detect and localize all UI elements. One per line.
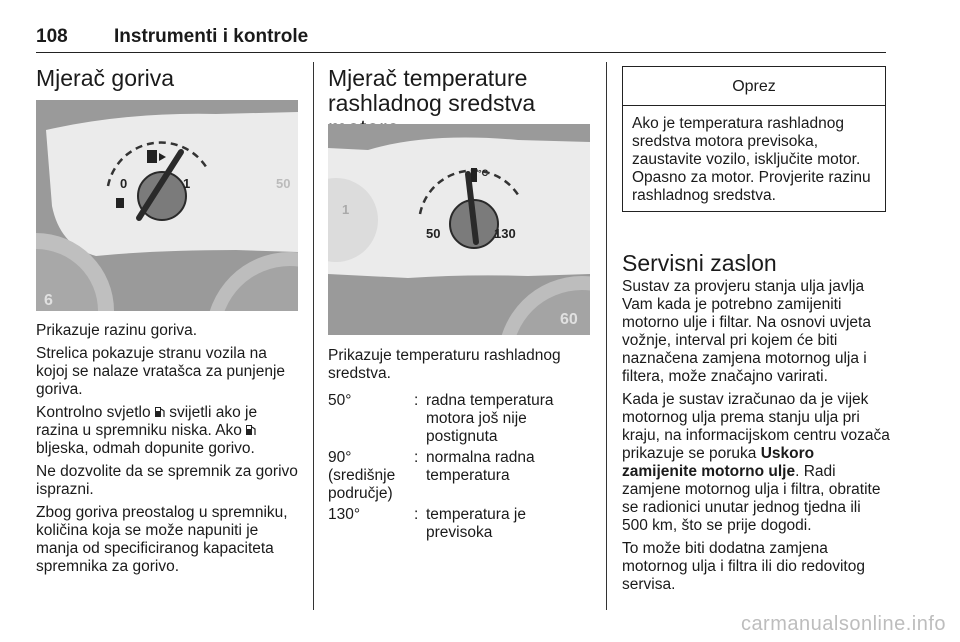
paragraph: Sustav za provjeru stanja ulja javlja Vam kada je potrebno zamijeniti motorno ulje i filtar. Na osnovi uvjeta vožnje, interval pri kojem će biti naznačena zamjena motornog ulja i filtera, može značajno varirati. <box>622 278 871 385</box>
paragraph: Zbog goriva preostalog u spremniku, količina koja se može napuniti je manja od specificiranog kapaciteta spremnika za gorivo. <box>36 504 288 575</box>
caution-title: Oprez <box>623 67 885 106</box>
temperature-table <box>328 392 600 542</box>
page-header <box>36 26 886 53</box>
caution-text: Ako je temperatura rashladnog sredstva motora previsoka, zaustavite vozilo, isključite motor. Opasno za motor. Provjerite razinu rashladnog sredstva. <box>632 115 871 204</box>
gauge-label-6: 6 <box>44 292 53 309</box>
paragraph <box>36 404 302 458</box>
column-divider <box>606 62 607 610</box>
paragraph <box>622 391 890 535</box>
gauge-label-50: 50 <box>276 176 291 191</box>
column-divider <box>313 62 314 610</box>
section-title: Servisni zaslon <box>622 250 777 276</box>
gauge-label-0: 0 <box>120 176 128 191</box>
paragraph: Ne dozvolite da se spremnik za gorivo isprazni. <box>36 463 298 498</box>
table-row <box>328 449 600 503</box>
table-row <box>328 392 600 446</box>
gauge-label-1: 1 <box>342 202 350 217</box>
section-title: Mjerač temperature rashladnog sredstva <box>328 65 536 116</box>
text-fragment: Kontrolno svjetlo <box>36 404 151 421</box>
fuel-gauge-graphic <box>36 100 298 311</box>
chapter-title: Instrumenti i kontrole <box>114 26 309 47</box>
fuel-pump-icon <box>246 424 256 436</box>
gauge-label-130: 130 <box>494 226 516 241</box>
fuel-gauge-section <box>36 66 298 91</box>
paragraph: To može biti dodatna zamjena motornog ulja i filtra ili dio redovitog servisa. <box>622 540 865 593</box>
text-fragment: svijetli ako je razina u spremniku niska. Ako <box>36 404 258 439</box>
message-text: Uskoro zamijenite motorno ulje <box>622 445 815 480</box>
coolant-gauge-graphic <box>328 124 590 335</box>
paragraph: Strelica pokazuje stranu vozila na kojoj se nalaze vratašca za punjenje goriva. <box>36 345 286 398</box>
paragraph: Prikazuje razinu goriva. <box>36 322 198 339</box>
coolant-gauge-illustration <box>328 124 590 335</box>
coolant-text <box>328 347 600 545</box>
fuel-gauge-text <box>36 322 302 581</box>
text-fragment: . Radi zamjene motornog ulja i filtra, obratite se radionici unutar jednog tjedna ili 500 km, što se prije dogodi. <box>622 463 881 534</box>
caution-box <box>622 66 886 212</box>
section-title: Mjerač goriva <box>36 65 175 91</box>
watermark: carmanualsonline.info <box>740 613 946 635</box>
temperature-key: 50° <box>328 392 352 409</box>
text-fragment: bljeska, odmah dopunite gorivo. <box>36 440 255 457</box>
page-number: 108 <box>36 26 68 47</box>
gauge-label-1: 1 <box>183 176 191 191</box>
temperature-meaning: temperatura je previsoka <box>426 506 526 541</box>
temperature-key: 130° <box>328 506 361 523</box>
service-display-section <box>622 251 890 599</box>
table-row <box>328 506 600 542</box>
separator: : <box>414 392 419 409</box>
separator: : <box>414 506 419 523</box>
gauge-label-60: 60 <box>560 311 578 328</box>
temperature-meaning: normalna radna temperatura <box>426 449 535 484</box>
fuel-gauge-illustration <box>36 100 298 311</box>
temperature-meaning: radna temperatura motora još nije postignuta <box>426 392 554 445</box>
text-fragment: Kada je sustav izračunao da je vijek motornog ulja prema stanju ulja pri kraju, na informacijskom centru vozača prikazuje se poruka <box>622 391 890 462</box>
fuel-pump-icon <box>155 406 165 418</box>
paragraph: Prikazuje temperaturu rashladnog sredstva. <box>328 347 561 382</box>
gauge-label-celsius: °C <box>478 168 489 178</box>
gauge-label-50: 50 <box>426 226 441 241</box>
separator: : <box>414 449 419 466</box>
temperature-key: 90° (središnje područje) <box>328 449 396 502</box>
